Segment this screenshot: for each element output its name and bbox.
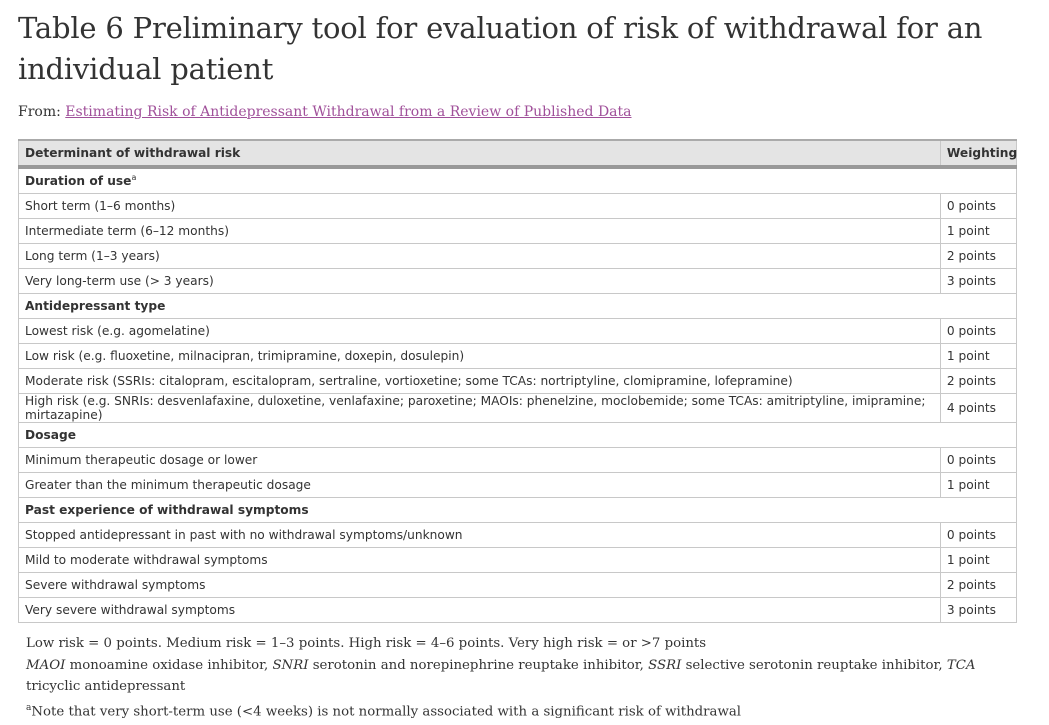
table-row bbox=[19, 473, 1017, 498]
determinant-cell: Very severe withdrawal symptoms bbox=[19, 598, 941, 623]
abbreviation-definition: tricyclic antidepressant bbox=[26, 679, 186, 694]
table-row bbox=[19, 598, 1017, 623]
determinant-cell: Very long-term use (> 3 years) bbox=[19, 269, 941, 294]
table-row bbox=[19, 219, 1017, 244]
abbreviation-term: MAOI bbox=[26, 657, 66, 673]
determinant-cell: Severe withdrawal symptoms bbox=[19, 573, 941, 598]
table-row bbox=[19, 244, 1017, 269]
determinant-cell: Intermediate term (6–12 months) bbox=[19, 219, 941, 244]
footnote-text: Note that very short-term use (<4 weeks) is not normally associated with a significant risk of withdrawal bbox=[31, 703, 742, 719]
determinant-cell: Lowest risk (e.g. agomelatine) bbox=[19, 319, 941, 344]
footnote-mark: a bbox=[131, 173, 137, 183]
determinant-cell: Stopped antidepressant in past with no withdrawal symptoms/unknown bbox=[19, 523, 941, 548]
from-label: From: bbox=[18, 104, 61, 120]
column-header-determinant: Determinant of withdrawal risk bbox=[19, 140, 941, 167]
weighting-cell: 3 points bbox=[940, 598, 1016, 623]
weighting-cell: 1 point bbox=[940, 548, 1016, 573]
footnote bbox=[26, 698, 1026, 723]
section-heading bbox=[19, 423, 1017, 448]
determinant-cell: Long term (1–3 years) bbox=[19, 244, 941, 269]
section-heading-label: Dosage bbox=[25, 428, 76, 442]
source-article-link[interactable]: Estimating Risk of Antidepressant Withdrawal from a Review of Published Data bbox=[65, 104, 632, 120]
abbreviation-definition: serotonin and norepinephrine reuptake inhibitor, bbox=[308, 657, 649, 673]
source-line bbox=[18, 104, 632, 120]
table-row bbox=[19, 194, 1017, 219]
abbreviation-term: TCA bbox=[946, 657, 976, 673]
weighting-cell: 0 points bbox=[940, 523, 1016, 548]
table-row bbox=[19, 448, 1017, 473]
table-row bbox=[19, 269, 1017, 294]
table-body bbox=[19, 167, 1017, 623]
weighting-cell: 0 points bbox=[940, 194, 1016, 219]
table-row bbox=[19, 548, 1017, 573]
determinant-cell: Mild to moderate withdrawal symptoms bbox=[19, 548, 941, 573]
table-row bbox=[19, 369, 1017, 394]
section-row bbox=[19, 167, 1017, 194]
determinant-cell: Short term (1–6 months) bbox=[19, 194, 941, 219]
section-heading-label: Past experience of withdrawal symptoms bbox=[25, 503, 309, 517]
section-heading-label: Duration of use bbox=[25, 174, 132, 189]
table-row bbox=[19, 523, 1017, 548]
determinant-cell: Low risk (e.g. fluoxetine, milnacipran, trimipramine, doxepin, dosulepin) bbox=[19, 344, 941, 369]
weighting-cell: 0 points bbox=[940, 448, 1016, 473]
risk-levels-note: Low risk = 0 points. Medium risk = 1–3 points. High risk = 4–6 points. Very high risk = or >7 points bbox=[26, 636, 707, 651]
table-header-row bbox=[19, 140, 1017, 167]
determinant-cell: Minimum therapeutic dosage or lower bbox=[19, 448, 941, 473]
table-row bbox=[19, 394, 1017, 423]
weighting-cell: 2 points bbox=[940, 244, 1016, 269]
determinant-cell: High risk (e.g. SNRIs: desvenlafaxine, duloxetine, venlafaxine; paroxetine; MAOIs: phenelzine, moclobemide; some TCAs: amitriptyline, imipramine; mirtazapine) bbox=[19, 394, 941, 423]
abbreviations-note bbox=[26, 655, 1026, 698]
section-heading-label: Antidepressant type bbox=[25, 299, 166, 313]
weighting-cell: 1 point bbox=[940, 344, 1016, 369]
table-notes bbox=[26, 633, 1026, 722]
weighting-cell: 2 points bbox=[940, 573, 1016, 598]
section-heading bbox=[19, 167, 1017, 194]
section-heading bbox=[19, 498, 1017, 523]
section-row bbox=[19, 498, 1017, 523]
weighting-cell: 0 points bbox=[940, 319, 1016, 344]
risk-table bbox=[18, 139, 1017, 623]
determinant-cell: Greater than the minimum therapeutic dosage bbox=[19, 473, 941, 498]
section-row bbox=[19, 294, 1017, 319]
table-row bbox=[19, 573, 1017, 598]
footnote-mark: a bbox=[26, 702, 32, 713]
table-row bbox=[19, 319, 1017, 344]
determinant-cell: Moderate risk (SSRIs: citalopram, escitalopram, sertraline, vortioxetine; some TCAs: nortriptyline, clomipramine, lofepramine) bbox=[19, 369, 941, 394]
page-title: Table 6 Preliminary tool for evaluation of risk of withdrawal for an individual patient bbox=[18, 11, 983, 86]
section-heading bbox=[19, 294, 1017, 319]
weighting-cell: 4 points bbox=[940, 394, 1016, 423]
weighting-cell: 1 point bbox=[940, 219, 1016, 244]
abbreviation-definition: monoamine oxidase inhibitor, bbox=[65, 657, 273, 673]
column-header-weighting: Weighting bbox=[940, 140, 1016, 167]
section-row bbox=[19, 423, 1017, 448]
abbreviation-term: SSRI bbox=[648, 657, 682, 673]
table-row bbox=[19, 344, 1017, 369]
weighting-cell: 1 point bbox=[940, 473, 1016, 498]
abbreviation-definition: selective serotonin reuptake inhibitor, bbox=[681, 657, 947, 673]
weighting-cell: 3 points bbox=[940, 269, 1016, 294]
abbreviation-term: SNRI bbox=[272, 657, 309, 673]
weighting-cell: 2 points bbox=[940, 369, 1016, 394]
